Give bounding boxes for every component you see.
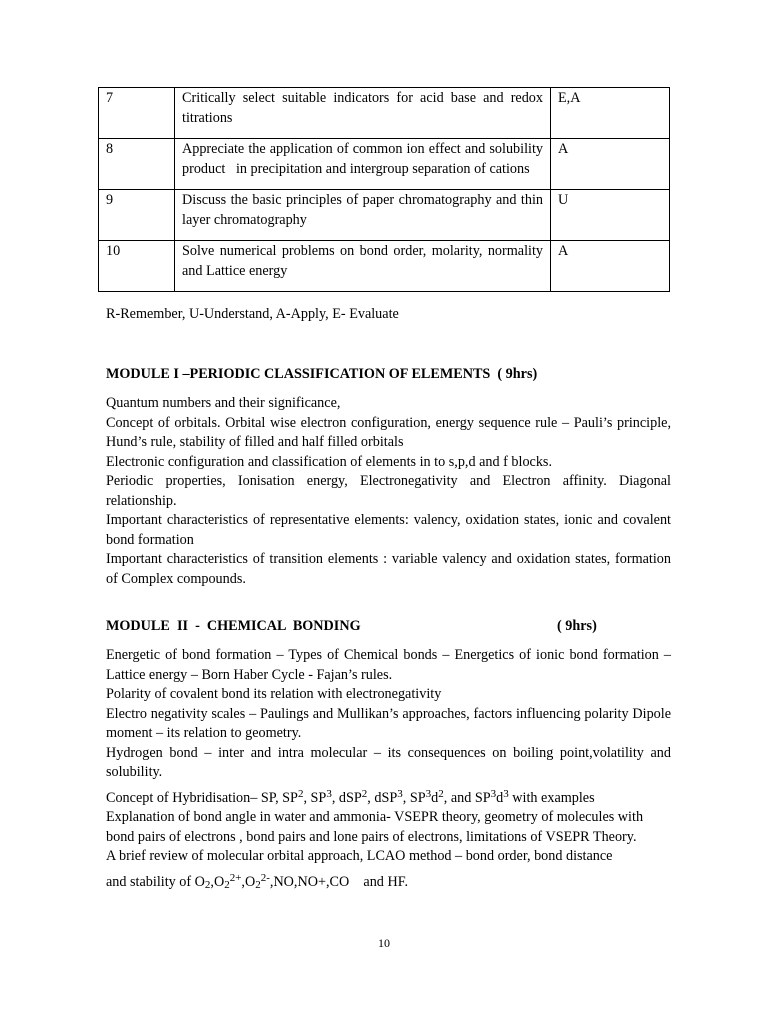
- table-row: [99, 190, 670, 241]
- table-row: [99, 139, 670, 190]
- module-1-paragraph: Electronic configuration and classification of elements in to s,p,d and f blocks.: [106, 453, 552, 470]
- module-2-heading: MODULE II - CHEMICAL BONDING: [106, 618, 361, 634]
- module-2-paragraph: Electro negativity scales – Paulings and Mullikan’s approaches, factors influencing polarity Dipole moment – its relation to geometry.: [106, 705, 671, 741]
- module-2-paragraph: A brief review of molecular orbital approach, LCAO method – bond order, bond distance: [106, 848, 613, 864]
- module-1-paragraph: Important characteristics of transition elements : variable valency and oxidation states, formation of Complex compounds.: [106, 551, 671, 587]
- module-1-paragraph: Important characteristics of representative elements: valency, oxidation states, ionic and covalent bond formation: [106, 512, 671, 548]
- module-1-heading: MODULE I –PERIODIC CLASSIFICATION OF ELEMENTS ( 9hrs): [106, 366, 538, 382]
- outcome-number: 9: [99, 190, 175, 241]
- outcome-number: 8: [99, 139, 175, 190]
- module-2-paragraph: Explanation of bond angle in water and ammonia- VSEPR theory, geometry of molecules with bond pairs of electrons , bond pairs and lone pairs of electrons, limitations of VSEPR Theory.: [106, 809, 644, 845]
- outcome-description: Solve numerical problems on bond order, molarity, normality and Lattice energy: [175, 241, 551, 292]
- hybridisation-line: Concept of Hybridisation– SP, $SP^2$, $SP^3$, dSP$^2$, dSP$^3$, $SP^3d^2$, and $SP^3d^3$ with examples: [106, 787, 595, 806]
- page-number: 10: [378, 936, 390, 950]
- outcome-level: U: [551, 190, 670, 241]
- module-1-paragraph: Concept of orbitals. Orbital wise electron configuration, energy sequence rule – Pauli’s principle, Hund’s rule, stability of filled and half filled orbitals: [106, 414, 671, 450]
- outcome-level: A: [551, 139, 670, 190]
- module-2-content: [106, 646, 671, 892]
- module-2-paragraph: Energetic of bond formation – Types of Chemical bonds – Energetics of ionic bond formation – Lattice energy – Born Haber Cycle - Fajan’s rules.: [106, 647, 671, 683]
- bloom-level-legend: R-Remember, U-Understand, A-Apply, E- Evaluate: [106, 306, 399, 322]
- outcome-description: Appreciate the application of common ion effect and solubility product in precipitation and intergroup separation of cations: [175, 139, 551, 190]
- course-outcomes-table: [98, 87, 670, 292]
- module-2-paragraph: Polarity of covalent bond its relation with electronegativity: [106, 686, 442, 702]
- module-1-content: [106, 394, 671, 589]
- module-1-paragraph: Periodic properties, Ionisation energy, Electronegativity and Electron affinity. Diagonal relationship.: [106, 473, 671, 509]
- mo-stability-line: and stability of $O_2,O_2^{2+},O_2^{2-},NO,NO+,CO$ and HF.: [106, 871, 408, 891]
- outcome-description: Discuss the basic principles of paper chromatography and thin layer chromatography: [175, 190, 551, 241]
- outcome-level: A: [551, 241, 670, 292]
- outcome-number: 10: [99, 241, 175, 292]
- table-row: [99, 241, 670, 292]
- outcome-number: 7: [99, 88, 175, 139]
- module-1-paragraph: Quantum numbers and their significance,: [106, 395, 341, 411]
- outcome-level: E,A: [551, 88, 670, 139]
- module-2-paragraph: Hydrogen bond – inter and intra molecular – its consequences on boiling point,volatility and solubility.: [106, 744, 671, 780]
- module-2-hours: ( 9hrs): [557, 618, 597, 634]
- outcome-description: Critically select suitable indicators for acid base and redox titrations: [175, 88, 551, 139]
- table-row: [99, 88, 670, 139]
